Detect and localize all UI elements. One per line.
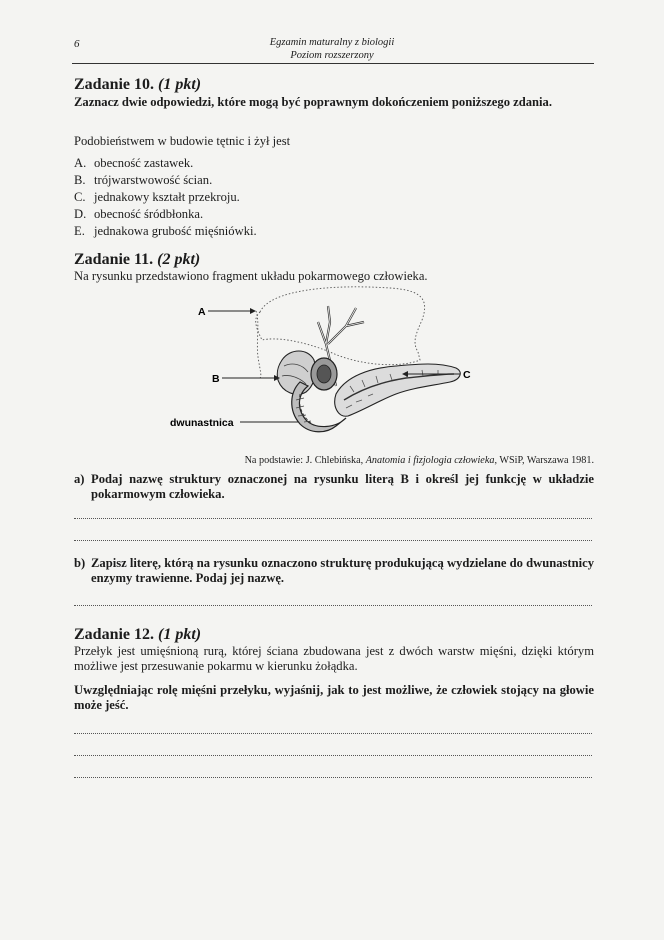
task11-question-b	[74, 556, 594, 586]
task12-intro: Przełyk jest umięśnioną rurą, której ściana zbudowana jest z dwóch warstw mięśni, dzięki którym możliwe jest przesuwanie pokarmu w kierunku żołądka.	[74, 644, 594, 673]
question-a-label: a)	[74, 472, 85, 486]
task11-title	[74, 251, 200, 269]
task11-number: Zadanie 11.	[74, 251, 154, 268]
option-letter: E.	[74, 224, 85, 238]
option-text: obecność śródbłonka.	[94, 207, 204, 221]
pancreas	[335, 364, 461, 416]
task10-option-c[interactable]	[74, 190, 240, 205]
task12-points: (1 pkt)	[158, 626, 202, 643]
option-text: trójwarstwowość ścian.	[94, 173, 213, 187]
task10-option-d[interactable]	[74, 207, 203, 222]
task11-question-a	[74, 472, 594, 502]
option-letter: D.	[74, 207, 87, 221]
task10-title	[74, 76, 201, 94]
option-text: jednakowa grubość mięśniówki.	[94, 224, 257, 238]
option-letter: A.	[74, 156, 87, 170]
task10-points: (1 pkt)	[158, 76, 202, 93]
page-number: 6	[74, 38, 80, 50]
answer-line[interactable]	[74, 518, 592, 519]
task11-intro: Na rysunku przedstawiono fragment układu pokarmowego człowieka.	[74, 269, 428, 283]
header-title-line2: Poziom rozszerzony	[290, 50, 374, 61]
task12-number: Zadanie 12.	[74, 626, 155, 643]
option-text: jednakowy kształt przekroju.	[94, 190, 240, 204]
option-text: obecność zastawek.	[94, 156, 194, 170]
task10-number: Zadanie 10.	[74, 76, 155, 93]
figure-source	[245, 455, 594, 466]
task10-option-b[interactable]	[74, 173, 212, 188]
question-b-text: Zapisz literę, którą na rysunku oznaczono strukturę produkującą wydzielane do dwunastnicy enzymy trawienne. Podaj jej nazwę.	[91, 556, 594, 585]
answer-line[interactable]	[74, 540, 592, 541]
source-title: Anatomia i fizjologia człowieka	[365, 455, 495, 466]
task10-option-a[interactable]	[74, 156, 193, 171]
digestive-system-figure	[150, 282, 490, 452]
option-letter: C.	[74, 190, 86, 204]
option-letter: B.	[74, 173, 86, 187]
label-b: B	[212, 373, 220, 385]
label-a: A	[198, 306, 206, 318]
source-suffix: , WSiP, Warszawa 1981.	[494, 455, 594, 466]
answer-line[interactable]	[74, 755, 592, 756]
header-rule	[72, 63, 594, 64]
task10-instruction: Zaznacz dwie odpowiedzi, które mogą być poprawnym dokończeniem poniższego zdania.	[74, 95, 552, 109]
task10-option-e[interactable]	[74, 224, 257, 239]
label-c: C	[463, 369, 471, 381]
label-duodenum: dwunastnica	[170, 417, 234, 429]
task10-stem: Podobieństwem w budowie tętnic i żył jest	[74, 134, 291, 148]
answer-line[interactable]	[74, 605, 592, 606]
digestive-diagram	[150, 282, 490, 452]
liver-outline	[256, 287, 425, 365]
answer-line[interactable]	[74, 777, 592, 778]
task11-points: (2 pkt)	[157, 251, 201, 268]
task12-title	[74, 626, 201, 644]
question-b-label: b)	[74, 556, 86, 570]
task12-instruction: Uwzględniając rolę mięśni przełyku, wyjaśnij, jak to jest możliwe, że człowiek stojący na głowie może jeść.	[74, 683, 594, 712]
question-a-text: Podaj nazwę struktury oznaczonej na rysunku literą B i określ jej funkcję w układzie pokarmowym człowieka.	[91, 472, 594, 501]
source-prefix: Na podstawie: J. Chlebińska,	[244, 455, 366, 466]
header-title-line1: Egzamin maturalny z biologii	[269, 37, 395, 48]
answer-line[interactable]	[74, 733, 592, 734]
running-header	[200, 36, 464, 62]
